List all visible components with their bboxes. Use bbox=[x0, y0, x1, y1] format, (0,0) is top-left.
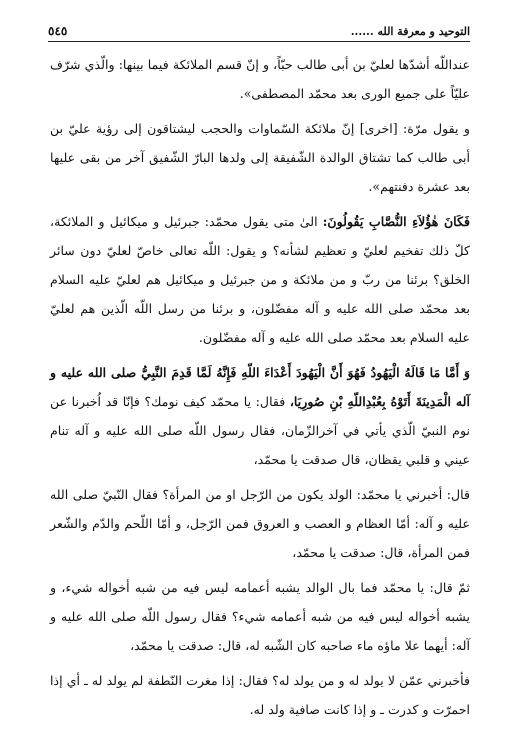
paragraph-7 bbox=[50, 666, 470, 724]
paragraph-text: فأخبرني عمّن لا يولد له و من يولد له؟ فقال: إذا مغرت النّطفة لم يولد له ـ أي إذا احمرّت و كدرت ـ و إذا كانت صافية ولد له. bbox=[50, 673, 470, 717]
paragraph-text: الىٰ متى يقول محمّد: جبرئيل و ميكائيل و الملائكة، كلّ ذلك تفخيم لعليّ و تعظيم لشأنه؟ و يقول: اللّه تعالى خاصّ لعليّ دون سائر الخلق؟ برئنا من ربّ و من ملائكة و من جبرئيل و ميكائيل هم لعليّ عليه السلام بعد محمّد صلى الله عليه و آله مفضّلون، و برئنا من رسل اللّه الّذين هم لعليّ عليه السلام بعد محمّد صلى الله عليه و آله مفضّلون. bbox=[50, 214, 470, 345]
quoted-commentary-text: فَكَانَ هٰؤُلاَءِ النُّصَّابِ يَقُولُونَ: bbox=[322, 214, 470, 229]
paragraph-text: ثمّ قال: يا محمّد فما بال الوالد يشبه أعمامه ليس فيه من شبه أخواله شيء، و يشبه أخواله ليس فيه من شبه أعمامه شيء؟ فقال رسول اللّه صلى الله عليه و آله: أيهما علا ماؤه ماء صاحبه كان الشّبه له، قال: صدقت يا محمّد، bbox=[50, 580, 470, 653]
page-body bbox=[50, 50, 470, 730]
paragraph-text: قال: أخبرني يا محمّد: الولد يكون من الرّجل او من المرأة؟ فقال النّبيّ صلى الله عليه و آله: أمّا العظام و العصب و العروق فمن الرّجل، و أمّا اللّحم والدّم والشّعر فمن المرأة، قال: صدقت يا محمّد، bbox=[50, 487, 470, 560]
page-header bbox=[48, 16, 470, 42]
paragraph-6 bbox=[50, 573, 470, 660]
paragraph-2 bbox=[50, 114, 470, 201]
paragraph-3 bbox=[50, 207, 470, 352]
paragraph-text: فقال: يا محمّد كيف نومك؟ فإنّا قد اُخبرنا عن نوم النبيّ الّذي يأتي في آخرالزّمان، فقال رسول اللّه صلى الله عليه و آله تنام عيني و قلبي يقظان، قال صدقت يا محمّد، bbox=[50, 394, 470, 467]
running-title: التوحيد و معرفة الله ...... bbox=[350, 25, 470, 38]
paragraph-text: و يقول مرّة: [اخرى] إنّ ملائكة السّماوات والحجب ليشتاقون إلى رؤية عليّ بن أبى طالب كما تشتاق الوالدة الشّفيقة إلى ولدها البارّ الشّفيق آخر من بقى عليها بعد عشرة دفنتهم». bbox=[50, 121, 470, 194]
page-number: ٥٤٥ bbox=[48, 24, 68, 38]
paragraph-1 bbox=[50, 50, 470, 108]
paragraph-5 bbox=[50, 480, 470, 567]
paragraph-text: عنداللّه أشدّها لعليّ بن أبى طالب حبّاً، و إنّ قسم الملائكة فيما بينها: والّذي شرّف عليّاً على جميع الورى بعد محمّد المصطفى». bbox=[50, 57, 470, 101]
quoted-commentary-text: وَ أَمَّا مَا قَالَهُ الْيَهُودُ فَهُوَ أَنَّ الْيَهُودَ أَعْدَاءَ اللّهِ فَإِنَّهُ لَمَّا قَدِمَ النَّبِيُّ صلى الله عليه و آله الْمَدِينَةَ أَتَوْهُ بِعُبْدِاللّهِ بْنِ صُورِيَا، bbox=[50, 365, 471, 409]
paragraph-4 bbox=[50, 358, 470, 474]
